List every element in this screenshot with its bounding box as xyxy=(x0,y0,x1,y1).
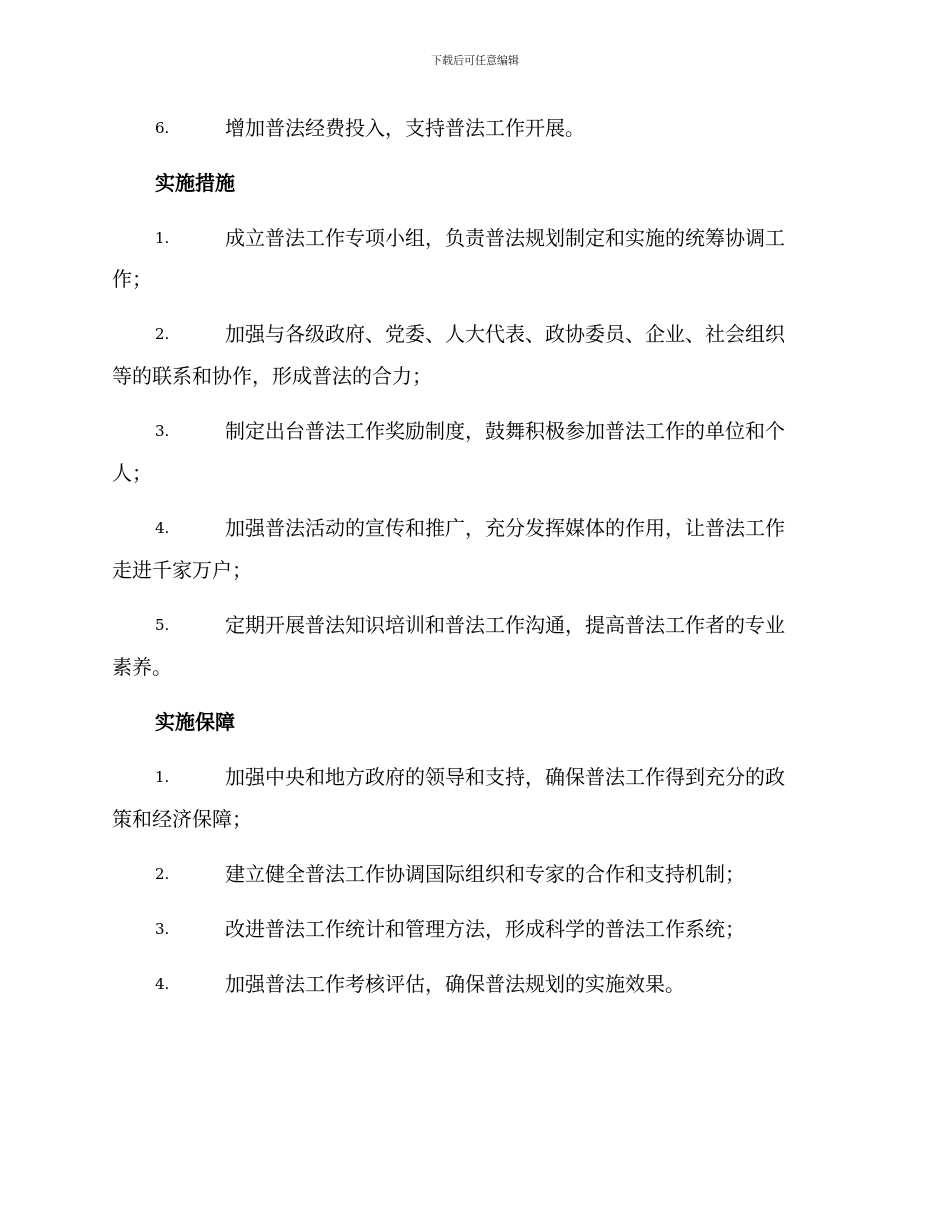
list-item-number: 5. xyxy=(155,616,170,634)
list-item-number: 4. xyxy=(155,975,170,993)
list-item-text: 改进普法工作统计和管理方法，形成科学的普法工作系统； xyxy=(225,917,745,941)
list-item-number: 6. xyxy=(155,119,170,137)
list-item-number: 3. xyxy=(155,422,170,440)
list-item-text: 定期开展普法知识培训和普法工作沟通，提高普法工作者的专业 xyxy=(225,613,785,637)
list-item-text-continued: 等的联系和协作，形成普法的合力； xyxy=(112,364,432,388)
list-item-text: 加强中央和地方政府的领导和支持，确保普法工作得到充分的政 xyxy=(225,765,785,789)
list-item-text: 加强普法活动的宣传和推广，充分发挥媒体的作用，让普法工作 xyxy=(225,516,785,540)
list-item-number: 2. xyxy=(155,865,170,883)
list-item-text-continued: 策和经济保障； xyxy=(112,807,252,831)
list-item-text-continued: 走进千家万户； xyxy=(112,558,252,582)
list-item-number: 2. xyxy=(155,325,170,343)
list-item-number: 3. xyxy=(155,920,170,938)
section-heading-measures: 实施措施 xyxy=(155,171,235,195)
list-item-text: 成立普法工作专项小组，负责普法规划制定和实施的统筹协调工 xyxy=(225,226,785,250)
list-item-text: 加强与各级政府、党委、人大代表、政协委员、企业、社会组织 xyxy=(225,322,785,346)
list-item-text: 建立健全普法工作协调国际组织和专家的合作和支持机制； xyxy=(225,862,745,886)
list-item-text-continued: 素养。 xyxy=(112,655,172,679)
list-item-text-continued: 作； xyxy=(112,267,152,291)
list-item-number: 4. xyxy=(155,519,170,537)
list-item-text: 加强普法工作考核评估，确保普法规划的实施效果。 xyxy=(225,972,685,996)
list-item-number: 1. xyxy=(155,229,170,247)
page-header-note: 下载后可任意编辑 xyxy=(431,54,519,67)
list-item-text: 制定出台普法工作奖励制度，鼓舞积极参加普法工作的单位和个 xyxy=(225,419,785,443)
section-heading-guarantee: 实施保障 xyxy=(155,710,235,734)
list-item-text: 增加普法经费投入，支持普法工作开展。 xyxy=(225,116,585,140)
list-item-text-continued: 人； xyxy=(112,461,152,485)
list-item-number: 1. xyxy=(155,768,170,786)
